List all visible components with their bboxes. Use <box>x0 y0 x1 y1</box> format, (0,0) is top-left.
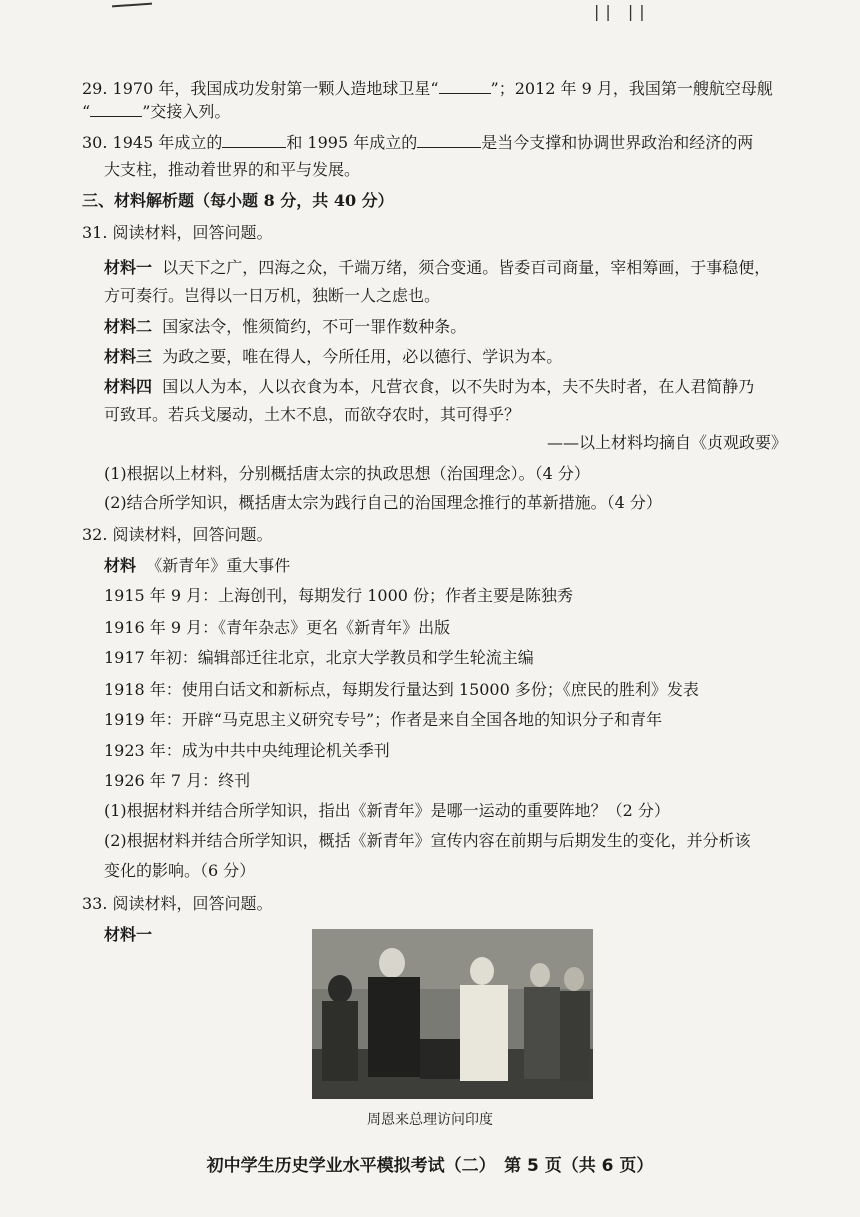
question-30-line-2: 大支柱，推动着世界的和平与发展。 <box>104 160 361 179</box>
q33-material-1-label: 材料一 <box>104 925 153 944</box>
question-29-line-2: “ ”交接入列。 <box>82 102 231 121</box>
photo-figures <box>312 929 593 1099</box>
q32-material-heading: 材料 《新青年》重大事件 <box>104 556 291 575</box>
q31-material-1-line-2: 方可奏行。岂得以一日万机，独断一人之虑也。 <box>104 286 441 305</box>
q32-event: 1917 年初：编辑部迁往北京，北京大学教员和学生轮流主编 <box>104 648 534 667</box>
question-33-title: 33. 阅读材料，回答问题。 <box>82 894 273 913</box>
q31-material-4-line-2: 可致耳。若兵戈屡动，土木不息，而欲夺农时，其可得乎？ <box>104 405 521 424</box>
q31-sub-question-2: (2)结合所学知识，概括唐太宗为践行自己的治国理念推行的革新措施。（4 分） <box>104 493 662 512</box>
q32-sub-question-2-line-2: 变化的影响。（6 分） <box>104 861 256 880</box>
question-30-line-1: 30. 1945 年成立的 和 1995 年成立的 是当今支撑和协调世界政治和经济的两 <box>82 133 754 152</box>
section-heading: 三、材料解析题（每小题 8 分，共 40 分） <box>82 191 394 210</box>
question-32-title: 32. 阅读材料，回答问题。 <box>82 525 273 544</box>
q32-event: 1915 年 9 月：上海创刊，每期发行 1000 份；作者主要是陈独秀 <box>104 586 574 605</box>
q31-material-2: 材料二 国家法令，惟须简约，不可一罪作数种条。 <box>104 317 467 336</box>
answer-blank[interactable] <box>222 133 286 148</box>
answer-blank[interactable] <box>417 133 481 148</box>
answer-blank[interactable] <box>439 79 491 94</box>
answer-blank[interactable] <box>90 102 142 117</box>
page-footer: 初中学生历史学业水平模拟考试（二） 第 5 页（共 6 页） <box>206 1156 654 1176</box>
photo-caption: 周恩来总理访问印度 <box>367 1112 493 1128</box>
q32-event: 1919 年：开辟“马克思主义研究专号”；作者是来自全国各地的知识分子和青年 <box>104 710 663 729</box>
scan-mark <box>112 3 152 8</box>
q31-material-3: 材料三 为政之要，唯在得人，今所任用，必以德行、学识为本。 <box>104 347 563 366</box>
q32-event: 1923 年：成为中共中央纯理论机关季刊 <box>104 741 390 760</box>
q32-event: 1926 年 7 月：终刊 <box>104 771 251 790</box>
historical-photo <box>312 929 593 1099</box>
question-29-line-1: 29. 1970 年，我国成功发射第一颗人造地球卫星“ ”；2012 年 9 月，我国第一艘航空母舰 <box>82 79 773 98</box>
q31-material-4-line-1: 材料四 国以人为本，人以衣食为本，凡营衣食，以不失时为本，夫不失时者，在人君简静乃 <box>104 377 755 396</box>
scan-mark-right: || || <box>594 2 651 21</box>
question-31-title: 31. 阅读材料，回答问题。 <box>82 223 273 242</box>
q32-sub-question-2-line-1: (2)根据材料并结合所学知识，概括《新青年》宣传内容在前期与后期发生的变化，并分析该 <box>104 831 751 850</box>
q32-event: 1918 年：使用白话文和新标点，每期发行量达到 15000 多份；《庶民的胜利》发表 <box>104 680 699 699</box>
q32-event: 1916 年 9 月：《青年杂志》更名《新青年》出版 <box>104 618 451 637</box>
q31-sub-question-1: (1)根据以上材料，分别概括唐太宗的执政思想（治国理念）。（4 分） <box>104 464 590 483</box>
q31-material-1-line-1: 材料一 以天下之广，四海之众，千端万绪，须合变通。皆委百司商量，宰相筹画，于事稳便， <box>104 258 771 277</box>
q32-sub-question-1: (1)根据材料并结合所学知识，指出《新青年》是哪一运动的重要阵地？（2 分） <box>104 801 670 820</box>
q31-source: ——以上材料均摘自《贞观政要》 <box>547 433 788 452</box>
